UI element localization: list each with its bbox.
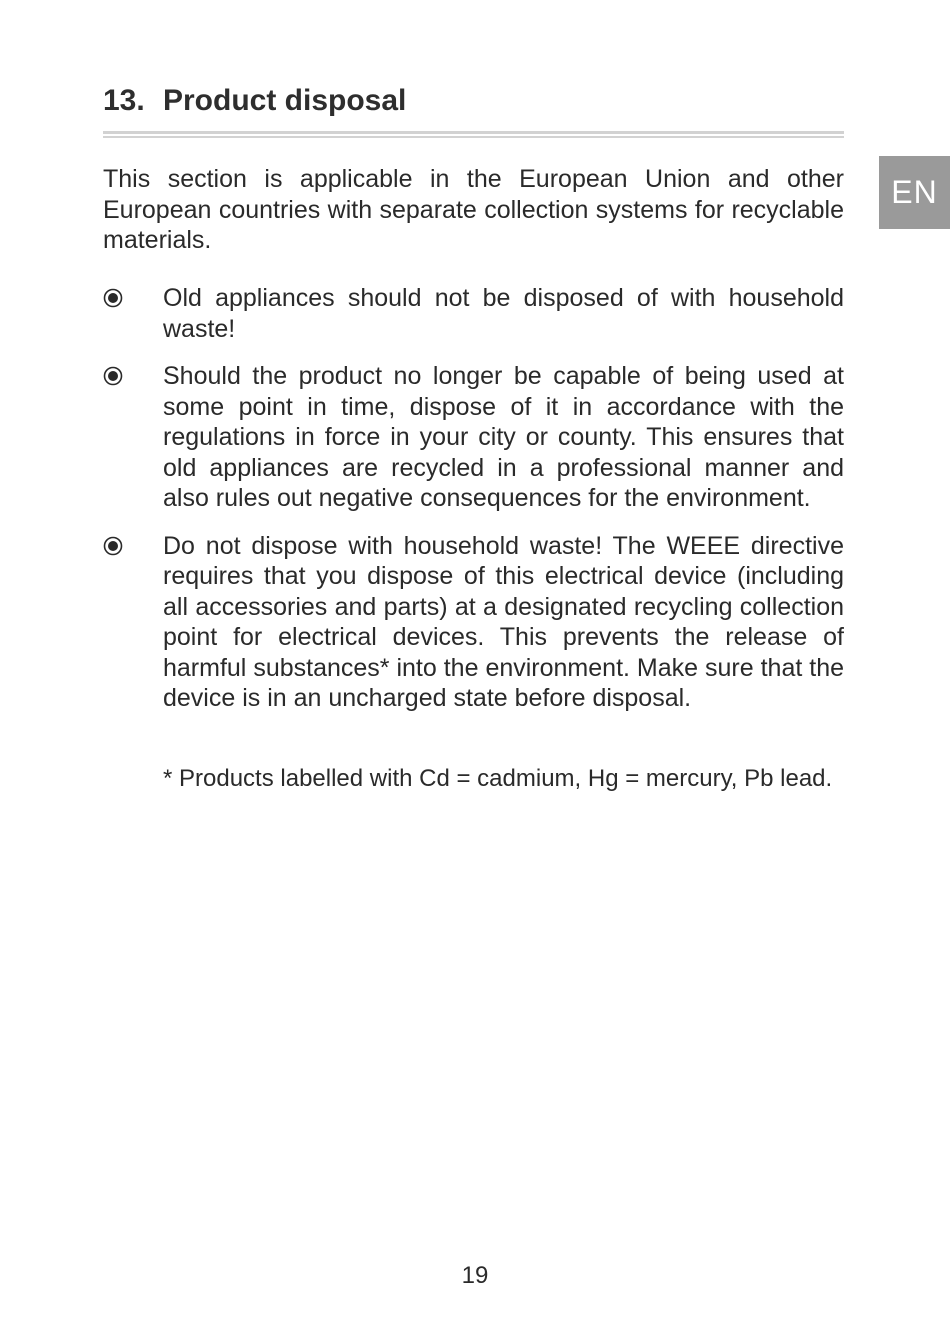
section-title: Product disposal [163,84,407,117]
language-tab: EN [879,156,950,229]
radio-bullet-icon [103,366,123,386]
heading-divider [103,131,844,138]
list-item [103,361,844,514]
list-item [103,531,844,714]
bullet-text: Should the product no longer be capable of being used at some point in time, dispose of it in accordance with the regulations in force in your city or county. This ensures that old appliances are recycled in a professional manner and also rules out negative consequences for the environment. [163,362,844,512]
footnote: * Products labelled with Cd = cadmium, Hg = mercury, Pb lead. [163,765,833,792]
intro-paragraph: This section is applicable in the European Union and other European countries with separate collection systems for recyclable materials. [103,165,844,254]
section-heading [103,84,406,118]
section-number: 13. [103,84,145,117]
bullet-text: Do not dispose with household waste! The WEEE directive requires that you dispose of this electrical device (including all accessories and parts) at a designated recycling collection point for electrical devices. This prevents the release of harmful substances* into the environment. Make sure that the device is in an uncharged state before disposal. [163,531,844,712]
page-number: 19 [461,1262,489,1289]
list-item [103,283,844,344]
bullet-list [103,283,844,731]
radio-bullet-icon [103,536,123,556]
bullet-text: Old appliances should not be disposed of with household waste! [163,284,844,343]
radio-bullet-icon [103,288,123,308]
